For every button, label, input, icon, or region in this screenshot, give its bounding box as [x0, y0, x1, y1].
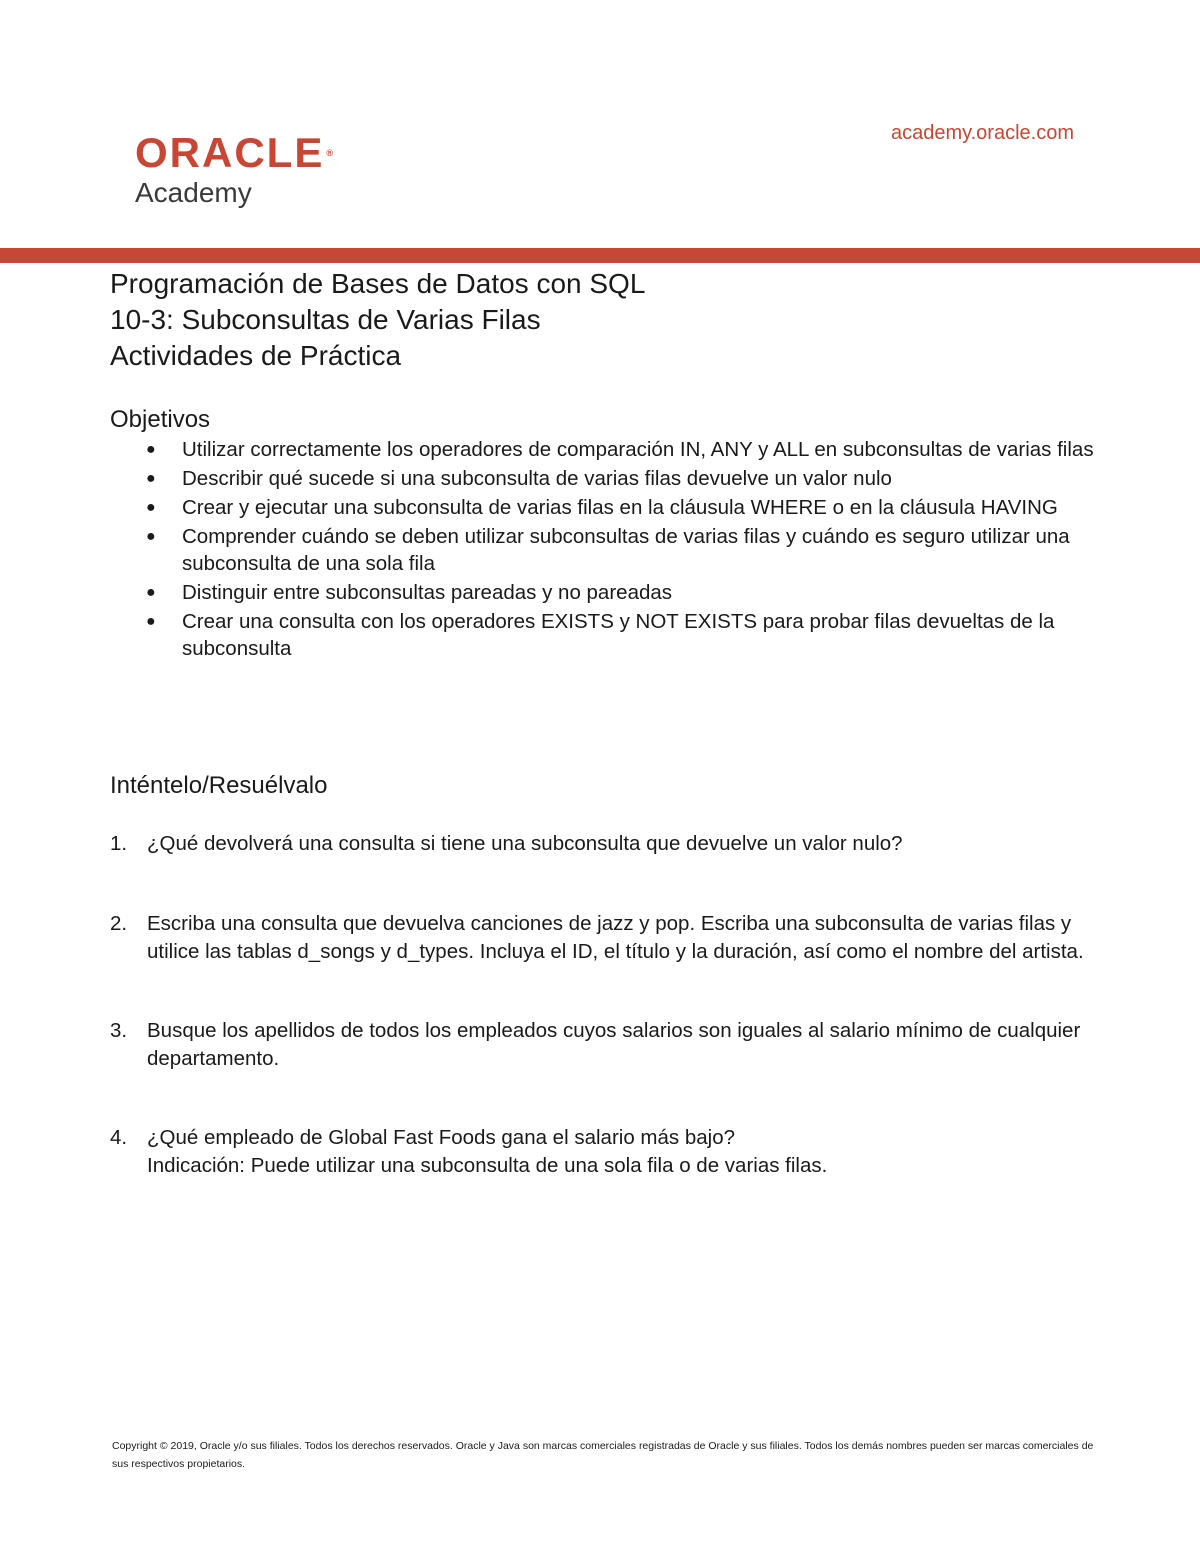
- objective-item: ● Utilizar correctamente los operadores de comparación IN, ANY y ALL en subconsultas de varias filas: [146, 438, 1094, 461]
- item-number: 1.: [110, 832, 128, 855]
- bullet-icon: ●: [146, 499, 156, 516]
- practice-list: [110, 830, 1100, 1180]
- practice-heading: Inténtelo/Resuélvalo: [110, 772, 328, 799]
- objective-item: ● Describir qué sucede si una subconsulta de varias filas devuelve un valor nulo: [146, 467, 892, 490]
- item-hint: Indicación: Puede utilizar una subconsulta de una sola fila o de varias filas.: [147, 1154, 828, 1177]
- objective-item: ● Crear una consulta con los operadores EXISTS y NOT EXISTS para probar filas devueltas de la subconsulta: [146, 610, 1055, 660]
- practice-item: [110, 1124, 1100, 1180]
- practice-item: [110, 910, 1100, 966]
- bullet-icon: ●: [146, 528, 156, 545]
- bullet-icon: ●: [146, 441, 156, 458]
- logo-subtitle: Academy: [135, 177, 252, 208]
- bullet-icon: ●: [146, 470, 156, 487]
- item-number: 4.: [110, 1126, 128, 1149]
- item-number: 2.: [110, 912, 128, 935]
- copyright-footer: Copyright © 2019, Oracle y/o sus filiales. Todos los derechos reservados. Oracle y Java son marcas comerciales registradas de Oracle y sus filiales. Todos los demás nombres pueden ser marcas comerciales de sus respectivos propietarios.: [112, 1440, 1094, 1470]
- practice-item: [110, 1017, 1100, 1073]
- oracle-academy-logo: [135, 129, 355, 210]
- item-text: ¿Qué empleado de Global Fast Foods gana el salario más bajo?: [147, 1126, 736, 1149]
- bullet-icon: ●: [146, 584, 156, 601]
- activity-title: Actividades de Práctica: [110, 340, 402, 371]
- registered-mark: ®: [326, 148, 333, 158]
- item-number: 3.: [110, 1019, 128, 1042]
- lesson-title: 10-3: Subconsultas de Varias Filas: [110, 304, 541, 335]
- objective-item: ● Crear y ejecutar una subconsulta de varias filas en la cláusula WHERE o en la cláusula HAVING: [146, 496, 1058, 519]
- objectives-list: [110, 436, 1100, 664]
- practice-item: [110, 830, 1100, 858]
- course-title: Programación de Bases de Datos con SQL: [110, 268, 646, 299]
- logo-wordmark: ORACLE: [135, 129, 325, 176]
- header-divider-band: [0, 248, 1200, 263]
- document-titles: [110, 266, 645, 374]
- item-text: Escriba una consulta que devuelva canciones de jazz y pop. Escriba una subconsulta de varias filas y utilice las tablas d_songs y d_types. Incluya el ID, el título y la duración, así como el nombre del artista.: [147, 912, 1084, 963]
- bullet-icon: ●: [146, 613, 156, 630]
- item-text: Busque los apellidos de todos los empleados cuyos salarios son iguales al salario mínimo de cualquier departamento.: [147, 1019, 1081, 1070]
- objective-item: ● Distinguir entre subconsultas pareadas y no pareadas: [146, 581, 673, 604]
- academy-site-link[interactable]: academy.oracle.com: [890, 122, 1074, 144]
- objective-item: ● Comprender cuándo se deben utilizar subconsultas de varias filas y cuándo es seguro utilizar una subconsulta de una sola fila: [146, 525, 1070, 575]
- objectives-heading: Objetivos: [110, 406, 211, 433]
- item-text: ¿Qué devolverá una consulta si tiene una subconsulta que devuelve un valor nulo?: [147, 832, 903, 855]
